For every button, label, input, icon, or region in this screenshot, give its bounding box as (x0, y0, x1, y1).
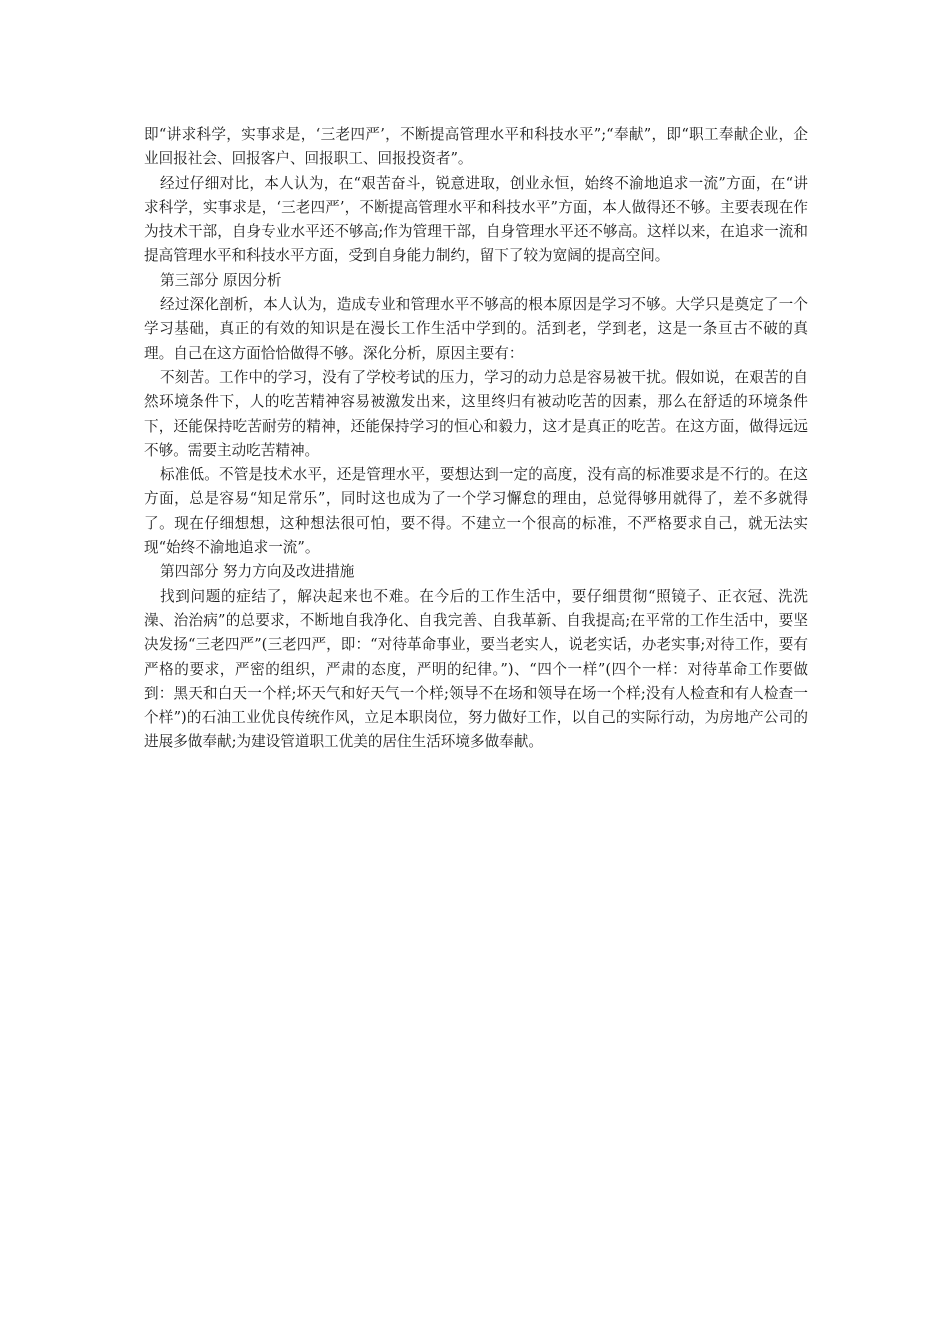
paragraph-continuation: 即“讲求科学，实事求是，‘三老四严’，不断提高管理水平和科技水平”;“奉献”，即“职工奉献企业，企业回报社会、回报客户、回报职工、回报投资者”。 (144, 126, 808, 168)
paragraph-not-diligent: 不刻苦。工作中的学习，没有了学校考试的压力，学习的动力总是容易被干扰。假如说，在艰苦的自然环境条件下，人的吃苦精神容易被激发出来，这里终归有被动吃苦的因素，那么在舒适的环境条件下，还能保持吃苦耐劳的精神，还能保持学习的恒心和毅力，这才是真正的吃苦。在这方面，做得远远不够。需要主动吃苦精神。 (144, 368, 808, 459)
paragraph-low-standard: 标准低。不管是技术水平，还是管理水平，要想达到一定的高度，没有高的标准要求是不行的。在这方面，总是容易“知足常乐”，同时这也成为了一个学习懈怠的理由，总觉得够用就得了，差不多就得了。现在仔细想想，这种想法很可怕，要不得。不建立一个很高的标准，不严格要求自己，就无法实现“始终不渝地追求一流”。 (144, 466, 808, 557)
section-heading-part-four: 第四部分 努力方向及改进措施 (160, 563, 355, 581)
document-body (144, 123, 808, 755)
paragraph-cause-analysis: 经过深化剖析，本人认为，造成专业和管理水平不够高的根本原因是学习不够。大学只是奠定了一个学习基础，真正的有效的知识是在漫长工作生活中学到的。活到老，学到老，这是一条亘古不破的真理。自己在这方面恰恰做得不够。深化分析，原因主要有： (144, 296, 808, 362)
paragraph-improvement-measures: 找到问题的症结了，解决起来也不难。在今后的工作生活中，要仔细贯彻“照镜子、正衣冠、洗洗澡、治治病”的总要求，不断地自我净化、自我完善、自我革新、自我提高;在平常的工作生活中，要坚决发扬“三老四严”(三老四严，即：“对待革命事业，要当老实人，说老实话，办老实事;对待工作，要有严格的要求，严密的组织，严肃的态度，严明的纪律。”)、“四个一样”(四个一样：对待革命工作要做到：黑天和白天一个样;坏天气和好天气一个样;领导不在场和领导在场一个样;没有人检查和有人检查一个样”)的石油工业优良传统作风，立足本职岗位，努力做好工作，以自己的实际行动，为房地产公司的进展多做奉献;为建设管道职工优美的居住生活环境多做奉献。 (144, 587, 808, 751)
paragraph-comparison: 经过仔细对比，本人认为，在“艰苦奋斗，锐意进取，创业永恒，始终不渝地追求一流”方面，在“讲求科学，实事求是，‘三老四严’，不断提高管理水平和科技水平”方面，本人做得还不够。主要表现在作为技术干部，自身专业水平还不够高;作为管理干部，自身管理水平还不够高。这样以来，在追求一流和提高管理水平和科技水平方面，受到自身能力制约，留下了较为宽阔的提高空间。 (144, 174, 808, 265)
section-heading-part-three: 第三部分 原因分析 (160, 271, 282, 289)
